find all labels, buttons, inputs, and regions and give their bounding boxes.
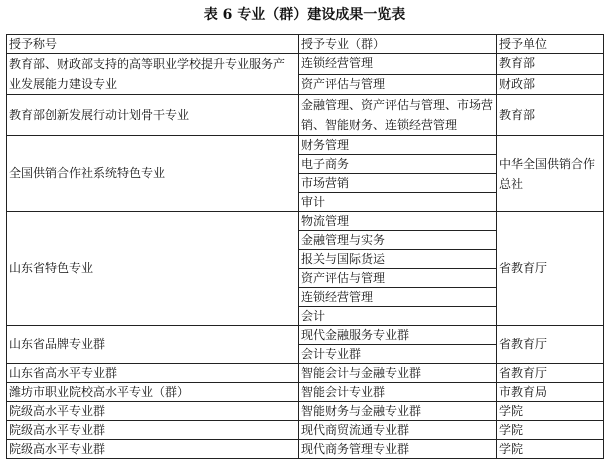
row-title: 院级高水平专业群 <box>7 402 299 421</box>
row-unit: 学院 <box>497 440 604 459</box>
row-title: 教育部创新发展行动计划骨干专业 <box>7 95 299 136</box>
row-unit: 教育部 <box>497 95 604 136</box>
table-title: 表 6 专业（群）建设成果一览表 <box>203 7 406 23</box>
row-title: 山东省特色专业 <box>7 212 299 326</box>
row-major: 市场营销 <box>299 174 497 193</box>
row-unit: 省教育厅 <box>497 364 604 383</box>
table-row <box>7 326 604 345</box>
row-major: 现代金融服务专业群 <box>299 326 497 345</box>
row-major: 智能财务与金融专业群 <box>299 402 497 421</box>
header-unit: 授予单位 <box>497 35 604 54</box>
row-unit: 学院 <box>497 421 604 440</box>
row-major: 连锁经营管理 <box>299 54 497 75</box>
row-title: 山东省高水平专业群 <box>7 364 299 383</box>
row-major: 金融管理与实务 <box>299 231 497 250</box>
row-title: 潍坊市职业院校高水平专业（群） <box>7 383 299 402</box>
row-major: 连锁经营管理 <box>299 288 497 307</box>
row-major: 审计 <box>299 193 497 212</box>
header-title: 授予称号 <box>7 35 299 54</box>
row-major: 报关与国际货运 <box>299 250 497 269</box>
row-major: 物流管理 <box>299 212 497 231</box>
row-title: 山东省品牌专业群 <box>7 326 299 364</box>
row-major: 会计专业群 <box>299 345 497 364</box>
row-major: 资产评估与管理 <box>299 269 497 288</box>
row-unit: 市教育局 <box>497 383 604 402</box>
row-major: 会计 <box>299 307 497 326</box>
table-row <box>7 364 604 383</box>
achievements-table <box>6 34 604 459</box>
table-row <box>7 421 604 440</box>
row-title: 全国供销合作社系统特色专业 <box>7 136 299 212</box>
row-major: 电子商务 <box>299 155 497 174</box>
table-row <box>7 440 604 459</box>
table-row <box>7 212 604 231</box>
row-major: 智能会计专业群 <box>299 383 497 402</box>
header-major: 授予专业（群） <box>299 35 497 54</box>
table-row <box>7 383 604 402</box>
row-unit: 省教育厅 <box>497 326 604 364</box>
header-row <box>7 35 604 54</box>
row-title: 教育部、财政部支持的高等职业学校提升专业服务产业发展能力建设专业 <box>7 54 299 95</box>
row-unit: 中华全国供销合作总社 <box>497 136 604 212</box>
row-major: 现代商务管理专业群 <box>299 440 497 459</box>
row-title: 院级高水平专业群 <box>7 440 299 459</box>
row-major: 资产评估与管理 <box>299 74 497 95</box>
table-row <box>7 95 604 136</box>
row-major: 智能会计与金融专业群 <box>299 364 497 383</box>
row-unit: 教育部 <box>497 54 604 75</box>
table-row <box>7 54 604 75</box>
table-row <box>7 136 604 155</box>
table-row <box>7 402 604 421</box>
row-major: 财务管理 <box>299 136 497 155</box>
row-unit: 学院 <box>497 402 604 421</box>
row-unit: 省教育厅 <box>497 212 604 326</box>
row-title: 院级高水平专业群 <box>7 421 299 440</box>
row-major: 现代商贸流通专业群 <box>299 421 497 440</box>
row-major: 金融管理、资产评估与管理、市场营销、智能财务、连锁经营管理 <box>299 95 497 136</box>
row-unit: 财政部 <box>497 74 604 95</box>
